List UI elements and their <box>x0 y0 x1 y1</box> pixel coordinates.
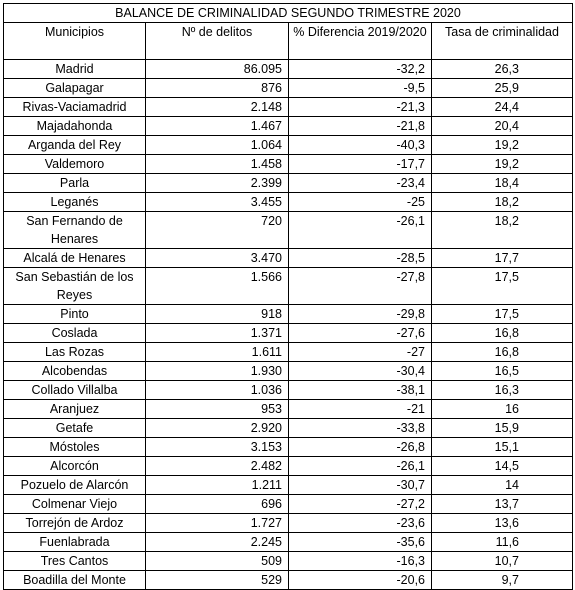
cell-delitos: 1.064 <box>146 136 289 155</box>
cell-municipio: Rivas-Vaciamadrid <box>4 98 146 117</box>
table-row <box>4 249 573 268</box>
cell-diferencia: -17,7 <box>289 155 432 174</box>
table-row <box>4 514 573 533</box>
cell-delitos: 1.727 <box>146 514 289 533</box>
cell-municipio: Galapagar <box>4 79 146 98</box>
cell-diferencia: -32,2 <box>289 60 432 79</box>
cell-municipio: Boadilla del Monte <box>4 571 146 590</box>
cell-delitos: 3.455 <box>146 193 289 212</box>
cell-municipio: Coslada <box>4 324 146 343</box>
cell-tasa: 18,4 <box>432 174 573 193</box>
table-row <box>4 212 573 249</box>
cell-delitos: 1.930 <box>146 362 289 381</box>
cell-diferencia: -21,8 <box>289 117 432 136</box>
cell-delitos: 2.399 <box>146 174 289 193</box>
table-row <box>4 174 573 193</box>
header-municipios: Municipios <box>4 23 146 60</box>
cell-tasa: 18,2 <box>432 212 573 249</box>
cell-diferencia: -30,7 <box>289 476 432 495</box>
table-row <box>4 495 573 514</box>
table-row <box>4 552 573 571</box>
cell-tasa: 17,7 <box>432 249 573 268</box>
table-row <box>4 533 573 552</box>
cell-tasa: 14,5 <box>432 457 573 476</box>
header-diferencia: % Diferencia 2019/2020 <box>289 23 432 60</box>
table-title: BALANCE DE CRIMINALIDAD SEGUNDO TRIMESTRE 2020 <box>4 4 573 23</box>
table-row <box>4 381 573 400</box>
cell-municipio: Las Rozas <box>4 343 146 362</box>
cell-municipio: Móstoles <box>4 438 146 457</box>
cell-diferencia: -21,3 <box>289 98 432 117</box>
cell-municipio: Alcalá de Henares <box>4 249 146 268</box>
cell-municipio: San Fernando de Henares <box>4 212 146 249</box>
cell-municipio: Getafe <box>4 419 146 438</box>
cell-municipio: Collado Villalba <box>4 381 146 400</box>
table-row <box>4 193 573 212</box>
cell-diferencia: -33,8 <box>289 419 432 438</box>
table-row <box>4 571 573 590</box>
cell-municipio: Tres Cantos <box>4 552 146 571</box>
cell-diferencia: -27 <box>289 343 432 362</box>
table-row <box>4 155 573 174</box>
cell-delitos: 2.148 <box>146 98 289 117</box>
cell-delitos: 720 <box>146 212 289 249</box>
cell-municipio: Alcobendas <box>4 362 146 381</box>
cell-municipio: Parla <box>4 174 146 193</box>
cell-delitos: 86.095 <box>146 60 289 79</box>
cell-delitos: 1.467 <box>146 117 289 136</box>
cell-diferencia: -29,8 <box>289 305 432 324</box>
cell-tasa: 16 <box>432 400 573 419</box>
cell-delitos: 1.611 <box>146 343 289 362</box>
table-body <box>4 60 573 590</box>
cell-delitos: 696 <box>146 495 289 514</box>
cell-tasa: 16,5 <box>432 362 573 381</box>
cell-municipio: San Sebastián de los Reyes <box>4 268 146 305</box>
cell-municipio: Colmenar Viejo <box>4 495 146 514</box>
cell-municipio: Pozuelo de Alarcón <box>4 476 146 495</box>
cell-diferencia: -26,8 <box>289 438 432 457</box>
table-row <box>4 343 573 362</box>
cell-tasa: 15,9 <box>432 419 573 438</box>
cell-municipio: Leganés <box>4 193 146 212</box>
cell-diferencia: -20,6 <box>289 571 432 590</box>
table-row <box>4 305 573 324</box>
cell-diferencia: -30,4 <box>289 362 432 381</box>
cell-delitos: 1.566 <box>146 268 289 305</box>
cell-diferencia: -23,6 <box>289 514 432 533</box>
header-row <box>4 23 573 60</box>
cell-diferencia: -26,1 <box>289 457 432 476</box>
table-row <box>4 400 573 419</box>
cell-diferencia: -35,6 <box>289 533 432 552</box>
table-row <box>4 117 573 136</box>
cell-municipio: Arganda del Rey <box>4 136 146 155</box>
cell-delitos: 3.153 <box>146 438 289 457</box>
table-row <box>4 60 573 79</box>
cell-tasa: 11,6 <box>432 533 573 552</box>
cell-municipio: Pinto <box>4 305 146 324</box>
header-tasa: Tasa de criminalidad <box>432 23 573 60</box>
cell-delitos: 509 <box>146 552 289 571</box>
cell-delitos: 1.371 <box>146 324 289 343</box>
cell-tasa: 17,5 <box>432 305 573 324</box>
table-row <box>4 457 573 476</box>
cell-tasa: 25,9 <box>432 79 573 98</box>
cell-tasa: 18,2 <box>432 193 573 212</box>
table-row <box>4 324 573 343</box>
cell-diferencia: -9,5 <box>289 79 432 98</box>
cell-diferencia: -38,1 <box>289 381 432 400</box>
table-row <box>4 136 573 155</box>
cell-tasa: 9,7 <box>432 571 573 590</box>
cell-municipio: Torrejón de Ardoz <box>4 514 146 533</box>
cell-delitos: 953 <box>146 400 289 419</box>
cell-tasa: 20,4 <box>432 117 573 136</box>
cell-delitos: 1.211 <box>146 476 289 495</box>
cell-tasa: 15,1 <box>432 438 573 457</box>
cell-diferencia: -27,6 <box>289 324 432 343</box>
cell-municipio: Valdemoro <box>4 155 146 174</box>
cell-delitos: 1.458 <box>146 155 289 174</box>
cell-delitos: 918 <box>146 305 289 324</box>
cell-tasa: 19,2 <box>432 155 573 174</box>
cell-municipio: Alcorcón <box>4 457 146 476</box>
cell-delitos: 3.470 <box>146 249 289 268</box>
cell-delitos: 2.482 <box>146 457 289 476</box>
cell-tasa: 13,6 <box>432 514 573 533</box>
table-row <box>4 98 573 117</box>
cell-diferencia: -27,2 <box>289 495 432 514</box>
cell-tasa: 16,3 <box>432 381 573 400</box>
cell-tasa: 10,7 <box>432 552 573 571</box>
cell-municipio: Madrid <box>4 60 146 79</box>
table-row <box>4 268 573 305</box>
cell-diferencia: -16,3 <box>289 552 432 571</box>
cell-tasa: 19,2 <box>432 136 573 155</box>
cell-diferencia: -23,4 <box>289 174 432 193</box>
table-row <box>4 438 573 457</box>
cell-diferencia: -25 <box>289 193 432 212</box>
cell-municipio: Fuenlabrada <box>4 533 146 552</box>
cell-tasa: 24,4 <box>432 98 573 117</box>
cell-tasa: 14 <box>432 476 573 495</box>
table-row <box>4 79 573 98</box>
header-delitos: Nº de delitos <box>146 23 289 60</box>
cell-diferencia: -28,5 <box>289 249 432 268</box>
cell-diferencia: -27,8 <box>289 268 432 305</box>
cell-municipio: Aranjuez <box>4 400 146 419</box>
table-row <box>4 362 573 381</box>
cell-tasa: 16,8 <box>432 324 573 343</box>
cell-tasa: 17,5 <box>432 268 573 305</box>
cell-municipio: Majadahonda <box>4 117 146 136</box>
title-row <box>4 4 573 23</box>
cell-delitos: 529 <box>146 571 289 590</box>
cell-diferencia: -26,1 <box>289 212 432 249</box>
cell-delitos: 2.920 <box>146 419 289 438</box>
table-row <box>4 476 573 495</box>
cell-delitos: 1.036 <box>146 381 289 400</box>
cell-diferencia: -21 <box>289 400 432 419</box>
cell-delitos: 2.245 <box>146 533 289 552</box>
cell-tasa: 26,3 <box>432 60 573 79</box>
cell-delitos: 876 <box>146 79 289 98</box>
cell-diferencia: -40,3 <box>289 136 432 155</box>
table-row <box>4 419 573 438</box>
cell-tasa: 16,8 <box>432 343 573 362</box>
crime-balance-table <box>3 3 573 590</box>
cell-tasa: 13,7 <box>432 495 573 514</box>
